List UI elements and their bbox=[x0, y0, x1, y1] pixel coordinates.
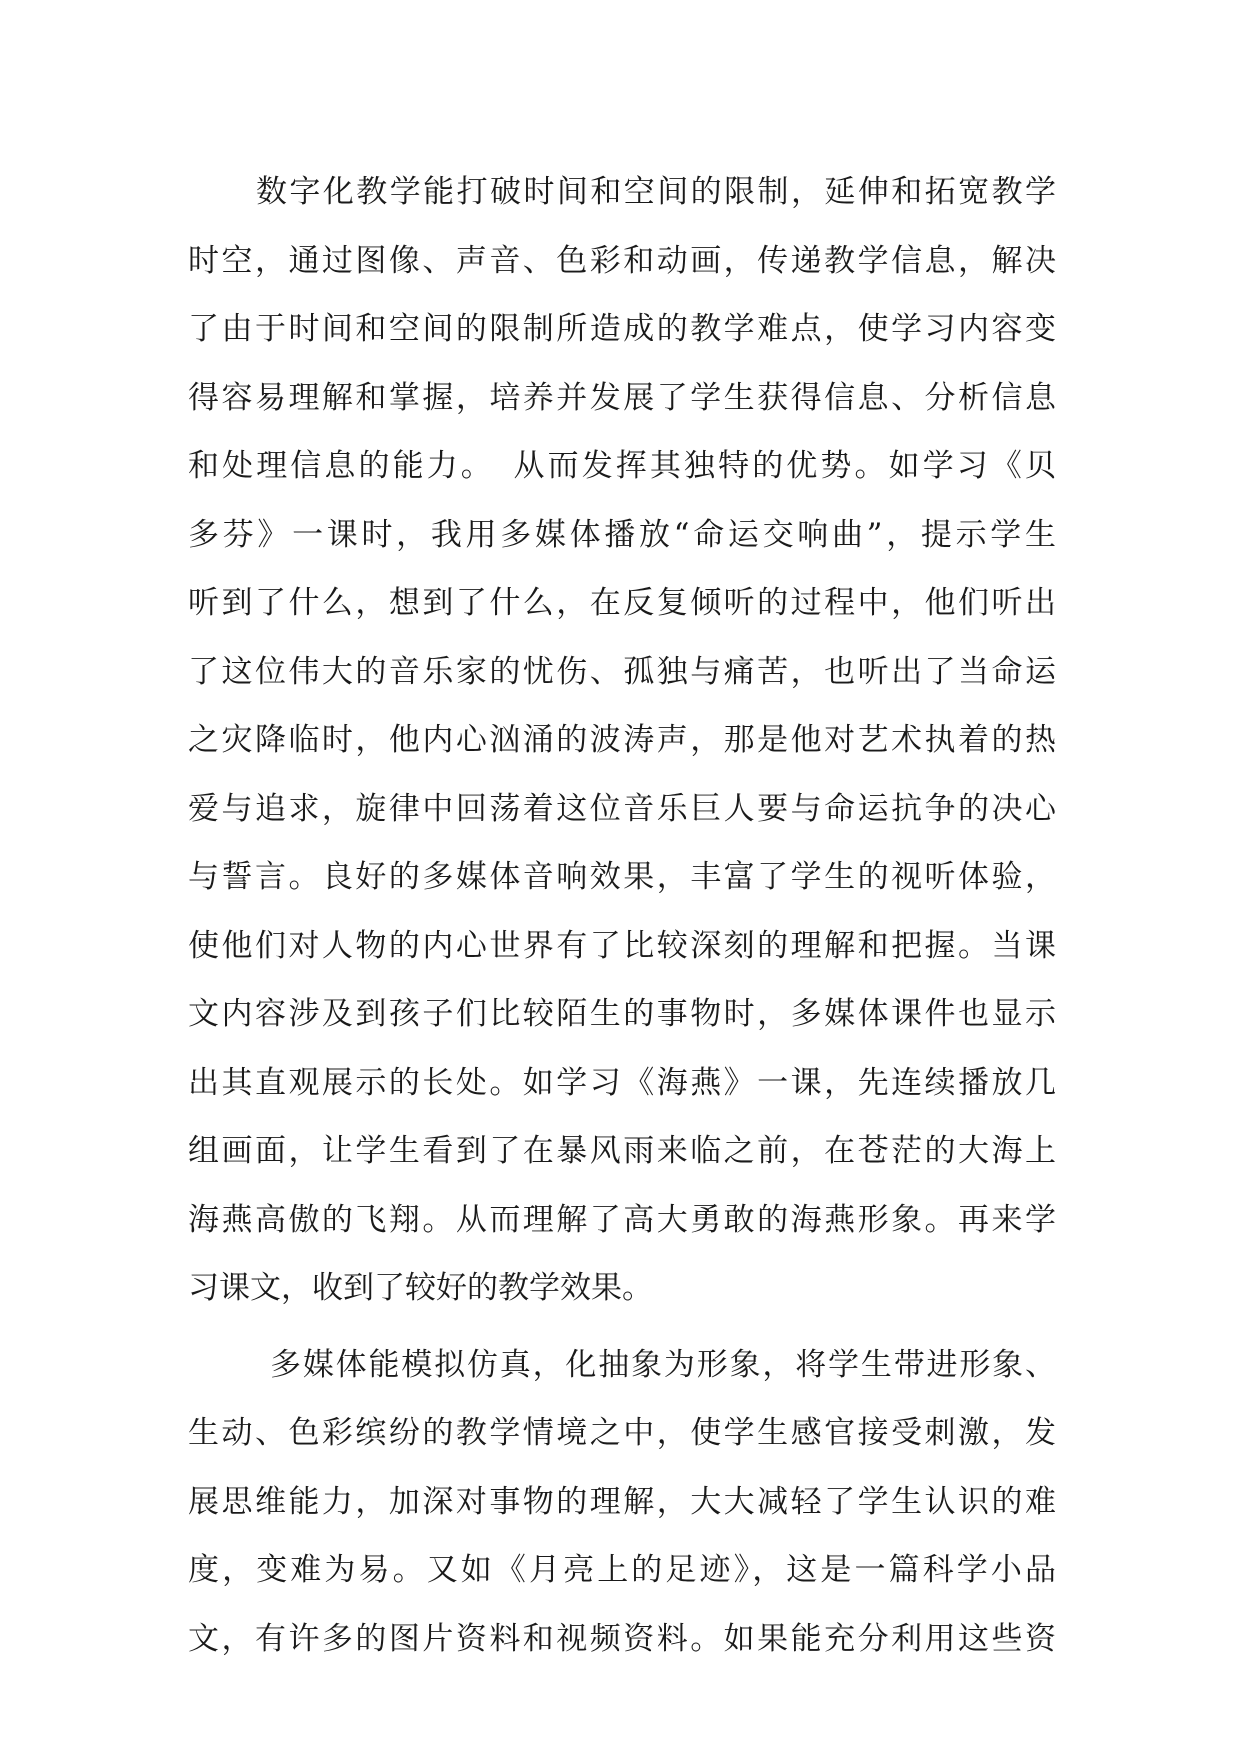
text-line: 爱与追求，旋律中回荡着这位音乐巨人要与命运抗争的决心 bbox=[188, 790, 1056, 827]
text-line: 文，有许多的图片资料和视频资料。如果能充分利用这些资 bbox=[188, 1620, 1056, 1657]
text-line: 了由于时间和空间的限制所造成的教学难点，使学习内容变 bbox=[188, 311, 1056, 347]
text-line: 得容易理解和掌握，培养并发展了学生获得信息、分析信息 bbox=[188, 379, 1056, 416]
paragraph-2 bbox=[188, 1331, 1056, 1674]
text-line: 数字化教学能打破时间和空间的限制，延伸和拓宽教学 bbox=[256, 174, 1056, 210]
text-line: 之灾降临时，他内心汹涌的波涛声，那是他对艺术执着的热 bbox=[188, 722, 1056, 758]
text-line: 与誓言。良好的多媒体音响效果，丰富了学生的视听体验， bbox=[188, 859, 1056, 895]
text-line: 和处理信息的能力。 从而发挥其独特的优势。如学习《贝 bbox=[188, 448, 1056, 484]
text-line: 组画面，让学生看到了在暴风雨来临之前，在苍茫的大海上 bbox=[188, 1133, 1056, 1169]
text-line: 了这位伟大的音乐家的忧伤、孤独与痛苦，也听出了当命运 bbox=[188, 653, 1056, 690]
text-line: 海燕高傲的飞翔。从而理解了高大勇敢的海燕形象。再来学 bbox=[188, 1201, 1056, 1238]
paragraph-spacer bbox=[188, 1323, 1056, 1331]
document-body bbox=[188, 158, 1056, 1673]
text-line: 展思维能力，加深对事物的理解，大大减轻了学生认识的难 bbox=[188, 1483, 1056, 1520]
text-line: 文内容涉及到孩子们比较陌生的事物时，多媒体课件也显示 bbox=[188, 996, 1056, 1032]
text-line: 多芬》一课时，我用多媒体播放“命运交响曲”，提示学生 bbox=[188, 516, 1056, 553]
text-line: 度，变难为易。又如《月亮上的足迹》，这是一篇科学小品 bbox=[188, 1552, 1056, 1588]
text-line: 使他们对人物的内心世界有了比较深刻的理解和把握。当课 bbox=[188, 927, 1056, 964]
text-line: 多媒体能模拟仿真，化抽象为形象，将学生带进形象、 bbox=[270, 1346, 1056, 1383]
paragraph-1 bbox=[188, 158, 1056, 1323]
text-line: 时空，通过图像、声音、色彩和动画，传递教学信息，解决 bbox=[188, 242, 1056, 279]
text-line: 生动、色彩缤纷的教学情境之中，使学生感官接受刺激，发 bbox=[188, 1415, 1056, 1451]
text-line: 习课文，收到了较好的教学效果。 bbox=[188, 1270, 653, 1306]
text-line: 听到了什么，想到了什么，在反复倾听的过程中，他们听出 bbox=[188, 585, 1056, 621]
text-line: 出其直观展示的长处。如学习《海燕》一课，先连续播放几 bbox=[188, 1064, 1056, 1101]
